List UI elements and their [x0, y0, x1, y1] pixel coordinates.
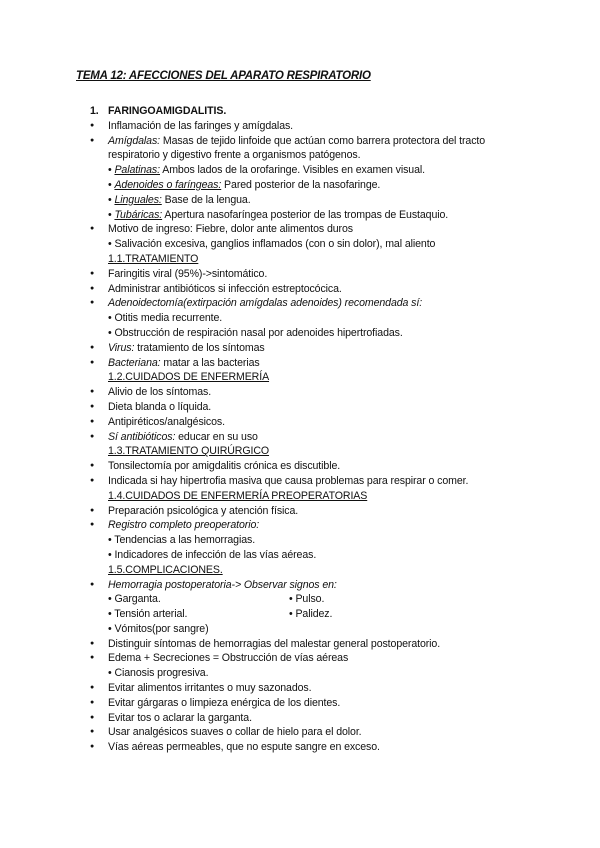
subsection-heading: 1.5.COMPLICACIONES.: [108, 563, 223, 576]
subsection-heading: 1.1.TRATAMIENTO: [108, 252, 199, 265]
sub-item: • Garganta.: [108, 593, 161, 606]
term-text: matar a las bacterias: [160, 356, 260, 369]
term-text: Base de la lengua.: [161, 193, 251, 206]
sub-item: • Obstrucción de respiración nasal por adenoides hipertrofiadas.: [108, 326, 403, 339]
term-label: Sí antibióticos:: [108, 430, 176, 443]
sub-item: [90, 178, 510, 193]
section-title: FARINGOAMIGDALITIS.: [108, 105, 227, 117]
subsection-heading: 1.4.CUIDADOS DE ENFERMERÍA PREOPERATORIAS: [108, 489, 368, 502]
list-item: ● Dieta blanda o líquida.: [90, 400, 510, 415]
sub-item: • Palidez.: [289, 608, 333, 621]
list-item: [90, 430, 510, 445]
list-item: ● Administrar antibióticos si infección estreptocócica.: [90, 282, 510, 297]
term-label: Linguales:: [114, 193, 162, 206]
term-label: Virus:: [108, 341, 135, 354]
page-title: TEMA 12: AFECCIONES DEL APARATO RESPIRATORIO: [76, 70, 371, 82]
list-item-continuation: respiratorio y digestivo frente a organismos patógenos.: [108, 149, 361, 162]
section-number: 1.: [90, 105, 99, 117]
sub-item: • Indicadores de infección de las vías aéreas.: [108, 548, 317, 561]
term-text: Masas de tejido linfoide que actúan como barrera protectora del tracto: [160, 134, 486, 147]
section-heading: [90, 104, 510, 119]
subsection-heading: 1.2.CUIDADOS DE ENFERMERÍA: [108, 371, 270, 384]
list-item: [90, 356, 510, 371]
list-item: ● Antipiréticos/analgésicos.: [90, 415, 510, 430]
list-item: ● Tonsilectomía por amigdalitis crónica es discutible.: [90, 459, 510, 474]
term-label: Palatinas:: [114, 164, 160, 177]
sub-item-row: [90, 592, 510, 607]
list-item: ● Preparación psicológica y atención física.: [90, 504, 510, 519]
list-item: ● Hemorragia postoperatoria-> Observar signos en:: [90, 578, 510, 593]
bullet-glyph: •: [108, 193, 112, 206]
sub-item: • Pulso.: [289, 593, 325, 606]
term-label: Amígdalas:: [108, 134, 160, 147]
list-item: ● Usar analgésicos suaves o collar de hielo para el dolor.: [90, 725, 510, 740]
sub-item: [90, 208, 510, 223]
term-text: Pared posterior de la nasofaringe.: [221, 178, 381, 191]
term-text: tratamiento de los síntomas: [134, 341, 265, 354]
term-text: Ambos lados de la orofaringe. Visibles en examen visual.: [159, 164, 425, 177]
document-body: [90, 104, 510, 755]
subsection-heading: 1.3.TRATAMIENTO QUIRÚRGICO: [108, 445, 270, 458]
bullet-glyph: •: [108, 164, 112, 177]
list-item: ● Evitar gárgaras o limpieza enérgica de los dientes.: [90, 696, 510, 711]
list-item: ● Alivio de los síntomas.: [90, 385, 510, 400]
list-item: ● Motivo de ingreso: Fiebre, dolor ante alimentos duros: [90, 222, 510, 237]
sub-item: • Vómitos(por sangre): [108, 622, 209, 635]
sub-item-row: [90, 607, 510, 622]
sub-item: • Tendencias a las hemorragias.: [108, 534, 256, 547]
sub-item: • Tensión arterial.: [108, 608, 188, 621]
sub-item: [90, 193, 510, 208]
term-label: Bacteriana:: [108, 356, 161, 369]
term-label: Adenoides o faríngeas:: [114, 178, 222, 191]
list-item: [90, 341, 510, 356]
list-item: ● Evitar alimentos irritantes o muy sazonados.: [90, 681, 510, 696]
sub-item: • Cianosis progresiva.: [108, 667, 209, 680]
sub-item: • Otitis media recurrente.: [108, 312, 223, 325]
list-item: ● Adenoidectomía(extirpación amígdalas adenoides) recomendada sí:: [90, 296, 510, 311]
list-item: ● Edema + Secreciones = Obstrucción de vías aéreas: [90, 651, 510, 666]
list-item: ● Registro completo preoperatorio:: [90, 518, 510, 533]
list-item: ● Indicada si hay hipertrofia masiva que causa problemas para respirar o comer.: [90, 474, 510, 489]
term-text: Apertura nasofaríngea posterior de las trompas de Eustaquio.: [162, 208, 449, 221]
bullet-glyph: •: [108, 208, 112, 221]
list-item: ● Inflamación de las faringes y amígdalas.: [90, 119, 510, 134]
term-label: Tubáricas:: [114, 208, 163, 221]
sub-item: [90, 163, 510, 178]
list-item: ● Evitar tos o aclarar la garganta.: [90, 711, 510, 726]
sub-item: • Salivación excesiva, ganglios inflamados (con o sin dolor), mal aliento: [108, 238, 436, 251]
list-item: ● Faringitis viral (95%)->sintomático.: [90, 267, 510, 282]
term-text: educar en su uso: [175, 430, 258, 443]
bullet-glyph: •: [108, 178, 112, 191]
list-item: ● Vías aéreas permeables, que no espute sangre en exceso.: [90, 740, 510, 755]
list-item: ● Distinguir síntomas de hemorragias del malestar general postoperatorio.: [90, 637, 510, 652]
list-item: [90, 134, 510, 149]
